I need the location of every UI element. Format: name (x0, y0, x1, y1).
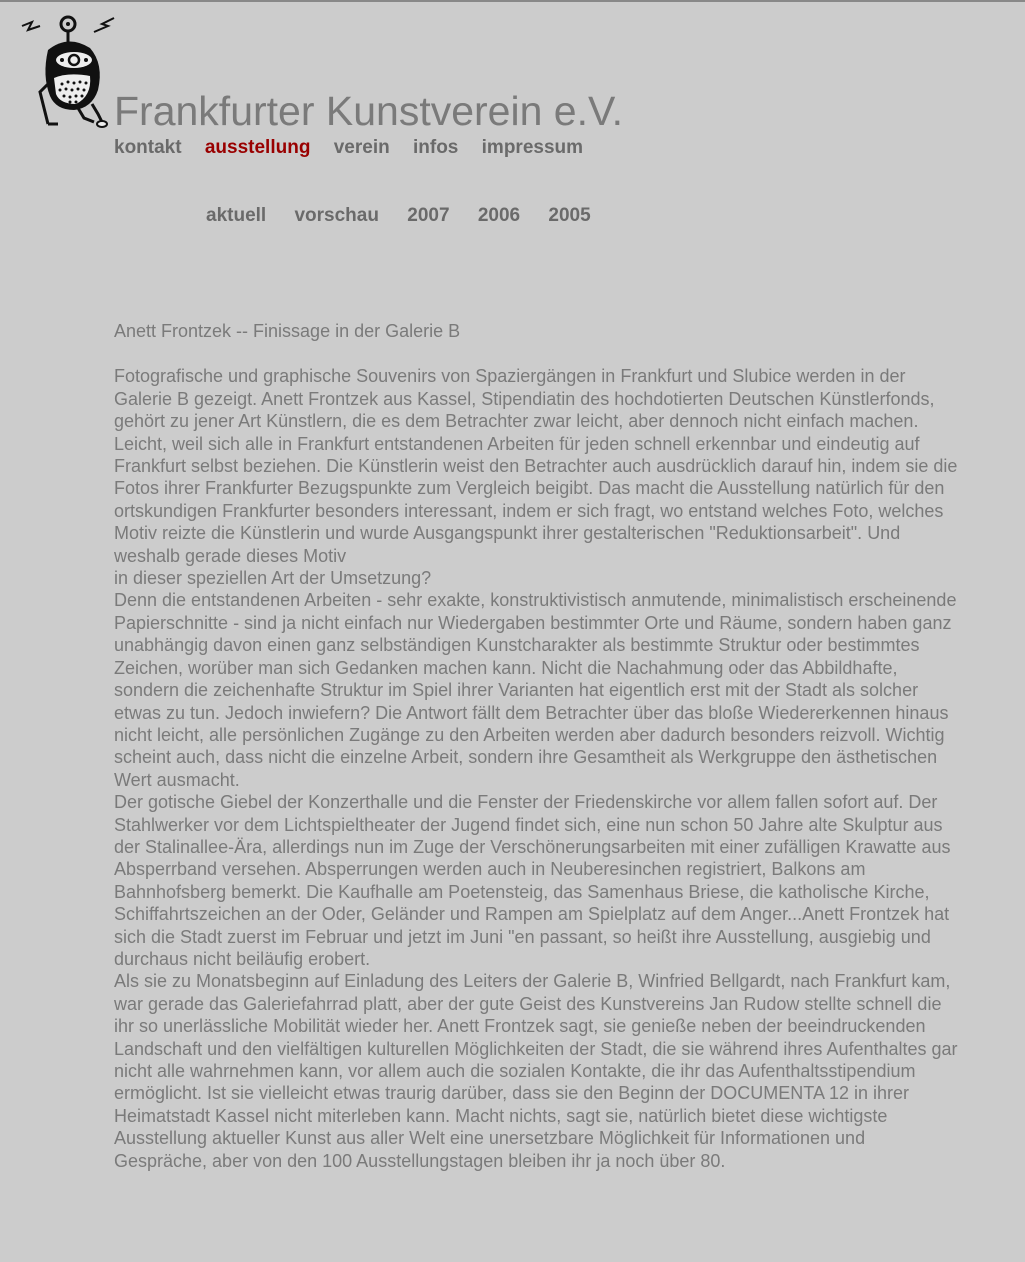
nav-ausstellung[interactable]: ausstellung (204, 137, 311, 158)
nav-kontakt[interactable]: kontakt (114, 137, 182, 158)
top-border (0, 0, 1025, 2)
nav-impressum[interactable]: impressum (481, 137, 584, 158)
article-headline: Anett Frontzek -- Finissage in der Galerie B (114, 321, 461, 341)
subnav-2006[interactable]: 2006 (477, 205, 521, 226)
subnav-vorschau[interactable]: vorschau (294, 205, 379, 226)
article-content (114, 320, 959, 1172)
subnav-2007[interactable]: 2007 (407, 205, 450, 226)
nav-verein[interactable]: verein (333, 137, 390, 158)
main-nav (114, 137, 601, 159)
sub-nav (206, 205, 614, 227)
subnav-aktuell[interactable]: aktuell (206, 205, 267, 226)
kunstverein-logo-icon[interactable] (18, 12, 118, 130)
article-paragraph: Denn die entstandenen Arbeiten - sehr exakte, konstruktivistisch anmutende, minimalistisch erscheinende Papierschnitte - sind ja nicht einfach nur Wiedergaben bestimmter Orte und Räume, sondern haben ganz unabhängig davon einen ganz selbständigen Kunstcharakter als bestimmte Struktur oder bestimmtes Zeichen, worüber man sich Gedanken machen kann. Nicht die Nachahmung oder das Abbildhafte, sondern die zeichenhafte Struktur im Spiel ihrer Varianten hat eigentlich erst mit der Stadt als solcher etwas zu tun. Jedoch inwiefern? Die Antwort fällt dem Betrachter über das bloße Wiedererkennen hinaus nicht leicht, alle persönlichen Zugänge zu den Arbeiten werden aber dadurch besonders reizvoll. Wichtig scheint auch, dass nicht die einzelne Arbeit, sondern ihre Gesamtheit als Werkgruppe den ästhetischen Wert ausmacht. (114, 590, 957, 790)
article-paragraph: Der gotische Giebel der Konzerthalle und die Fenster der Friedenskirche vor allem fallen sofort auf. Der Stahlwerker vor dem Lichtspieltheater der Jugend findet sich, eine nun schon 50 Jahre alte Skulptur aus der Stalinallee-Ära, allerdings nun im Zuge der Verschönerungsarbeiten mit einer zufälligen Krawatte aus Absperrband versehen. Absperrungen werden auch in Neuberesinchen registriert, Balkons am Bahnhofsberg bemerkt. Die Kaufhalle am Poetensteig, das Samenhaus Briese, die katholische Kirche, Schiffahrtszeichen an der Oder, Geländer und Rampen am Spielplatz auf dem Anger...Anett Frontzek hat sich die Stadt zuerst im Februar und jetzt im Juni "en passant, so heißt ihre Ausstellung, ausgiebig und durchaus nicht beiläufig erobert. (114, 792, 951, 969)
nav-infos[interactable]: infos (412, 137, 459, 158)
site-title: Frankfurter Kunstverein e.V. (114, 88, 623, 134)
article-paragraph: in dieser speziellen Art der Umsetzung? (114, 568, 432, 589)
article-paragraph: Als sie zu Monatsbeginn auf Einladung des Leiters der Galerie B, Winfried Bellgardt, nach Frankfurt kam, war gerade das Galeriefahrrad platt, aber der gute Geist des Kunstvereins Jan Rudow stellte schnell die ihr so unerlässliche Mobilität wieder her. Anett Frontzek sagt, sie genieße neben der beeindruckenden Landschaft und den vielfältigen kulturellen Möglichkeiten der Stadt, die sie während ihres Aufenthaltes gar nicht alle wahrnehmen kann, vor allem auch die sozialen Kontakte, die ihr das Aufenthaltsstipendium ermöglicht. Ist sie vielleicht etwas traurig darüber, dass sie den Beginn der DOCUMENTA 12 in ihrer Heimatstadt Kassel nicht miterleben kann. Macht nichts, sagt sie, natürlich bietet diese wichtigste Ausstellung aktueller Kunst aus aller Welt eine unersetzbare Möglichkeit für Informationen und Gespräche, aber von den 100 Ausstellungstagen bleiben ihr ja noch über 80. (114, 971, 958, 1171)
article-paragraph: Fotografische und graphische Souvenirs von Spaziergängen in Frankfurt und Slubice werden in der Galerie B gezeigt. Anett Frontzek aus Kassel, Stipendiatin des hochdotierten Deutschen Künstlerfonds, gehört zu jener Art Künstlern, die es dem Betrachter zwar leicht, aber dennoch nicht einfach machen. Leicht, weil sich alle in Frankfurt entstandenen Arbeiten für jeden schnell erkennbar und eindeutig auf Frankfurt selbst beziehen. Die Künstlerin weist den Betrachter auch ausdrücklich darauf hin, indem sie die Fotos ihrer Frankfurter Bezugspunkte zum Vergleich beigibt. Das macht die Ausstellung natürlich für den ortskundigen Frankfurter besonders interessant, indem er sich fragt, wo entstand welches Foto, welches Motiv reizte die Künstlerin und wurde Ausgangspunkt ihrer gestalterischen "Reduktionsarbeit". Und weshalb gerade dieses Motiv (114, 366, 958, 566)
subnav-2005[interactable]: 2005 (548, 205, 591, 226)
